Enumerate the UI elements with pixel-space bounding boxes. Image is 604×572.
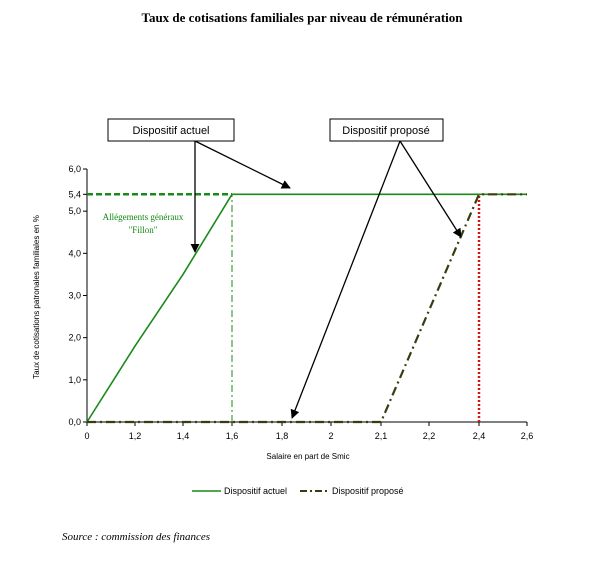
plot-area bbox=[68, 164, 533, 441]
x-tick-label: 2 bbox=[328, 431, 334, 441]
arrow-propose-right bbox=[400, 141, 461, 237]
x-tick-label: 2,4 bbox=[472, 431, 486, 441]
y-tick-label: 5,0 bbox=[68, 206, 81, 217]
y-tick-label: 5,4 bbox=[68, 189, 81, 200]
x-tick-label: 0 bbox=[84, 431, 90, 441]
arrow-propose-left bbox=[292, 141, 400, 418]
y-tick-label: 6,0 bbox=[68, 164, 81, 174]
legend-label-actuel: Dispositif actuel bbox=[224, 486, 288, 496]
y-tick-label: 3,0 bbox=[68, 290, 81, 301]
x-tick-label: 1,6 bbox=[225, 431, 239, 441]
callout-label-actuel: Dispositif actuel bbox=[132, 125, 210, 137]
x-tick-label: 1,2 bbox=[128, 431, 142, 441]
y-tick-label: 0,0 bbox=[68, 417, 81, 427]
x-tick-label: 1,4 bbox=[176, 431, 190, 441]
legend-label-propose: Dispositif proposé bbox=[332, 486, 404, 496]
source-note: Source : commission des finances bbox=[62, 531, 211, 543]
callout-label-propose: Dispositif proposé bbox=[342, 125, 430, 137]
legend bbox=[192, 486, 404, 496]
chart-title: Taux de cotisations familiales par niveau de rémunération bbox=[141, 10, 463, 25]
y-tick-label: 4,0 bbox=[68, 248, 81, 259]
x-tick-label: 1,8 bbox=[275, 431, 289, 441]
y-axis-label: Taux de cotisations patronales familiales en % bbox=[32, 215, 41, 379]
y-tick-label: 2,0 bbox=[68, 332, 81, 343]
x-tick-label: 2,6 bbox=[520, 431, 534, 441]
annotation-fillon-line2: "Fillon" bbox=[128, 225, 158, 235]
x-tick-label: 2,1 bbox=[374, 431, 388, 441]
annotation-fillon-line1: Allégements généraux bbox=[102, 212, 184, 222]
y-tick-label: 1,0 bbox=[68, 374, 81, 385]
x-tick-label: 2,2 bbox=[422, 431, 436, 441]
arrow-actuel-right bbox=[195, 141, 290, 188]
x-axis-label: Salaire en part de Smic bbox=[266, 452, 350, 461]
